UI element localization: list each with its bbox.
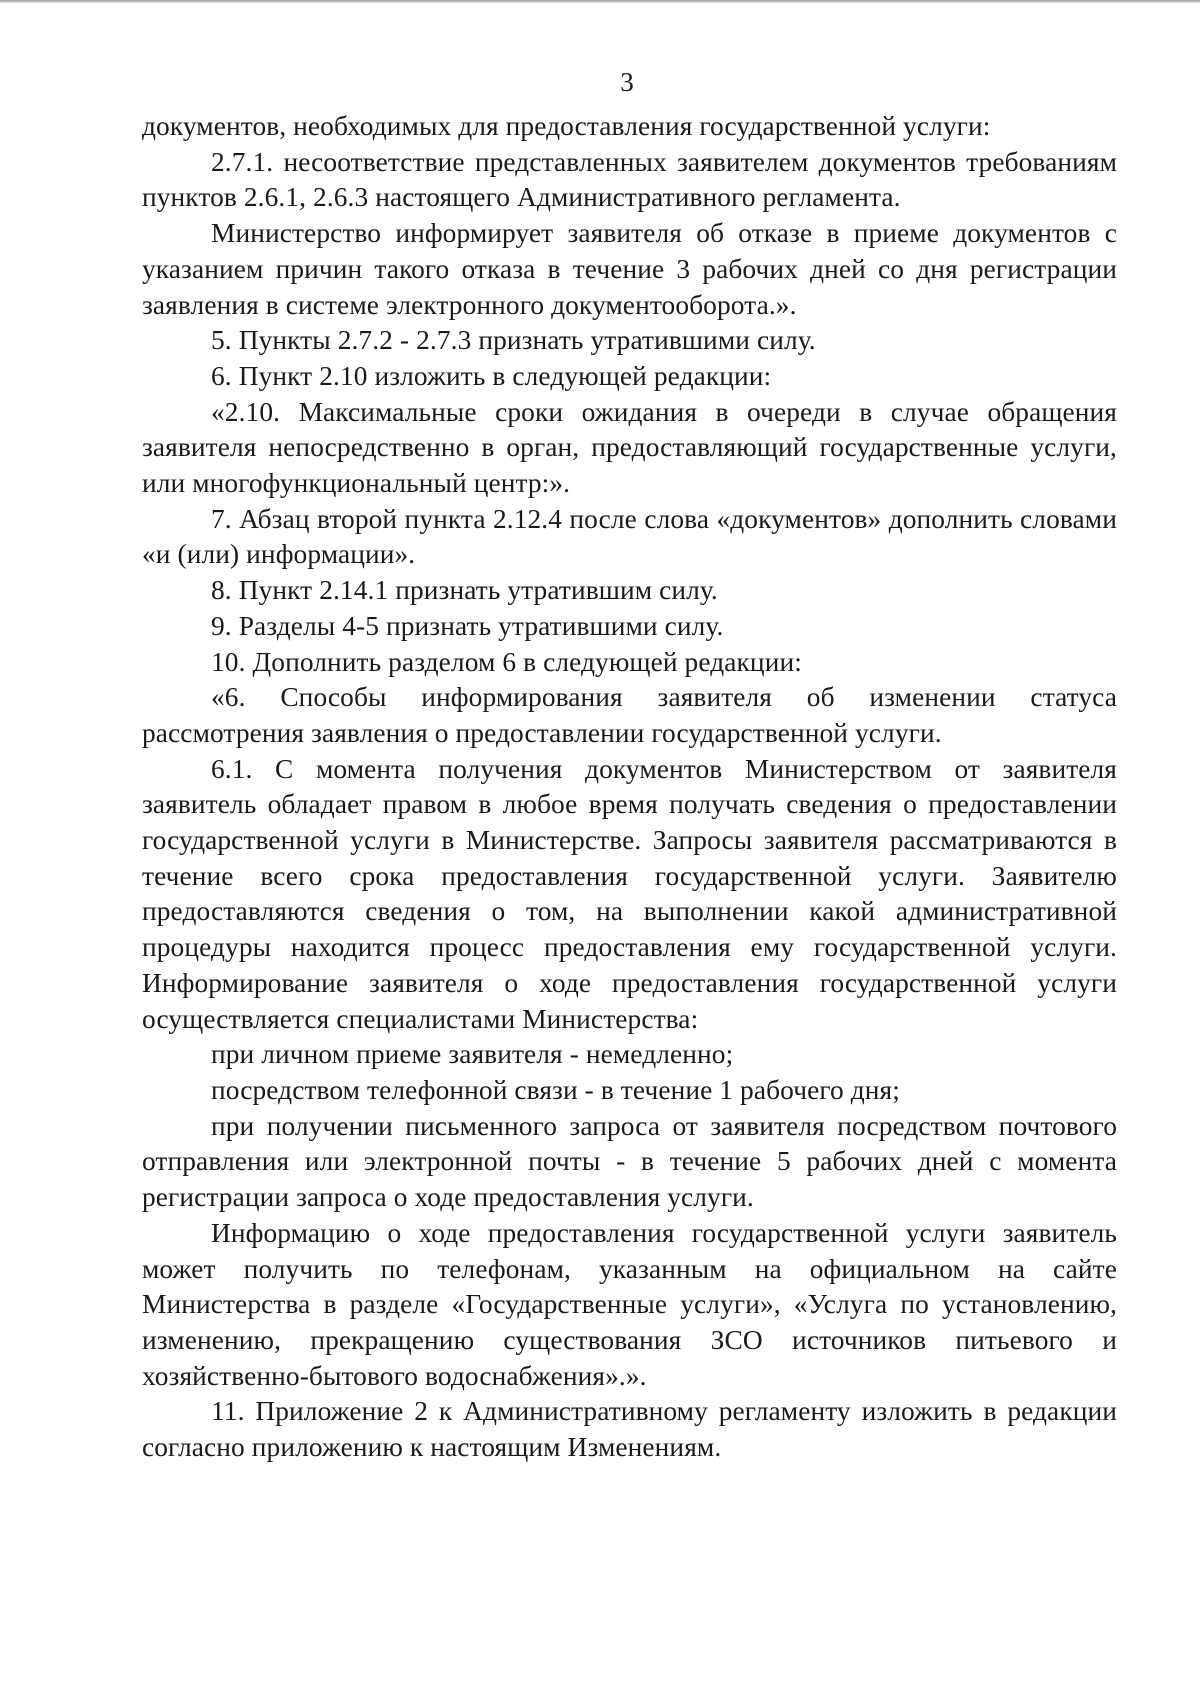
paragraph-13: при личном приеме заявителя - немедленно; <box>211 1039 734 1070</box>
paragraph-12: 6.1. С момента получения документов Министерством от заявителя заявитель обладает правом в любое время получать сведения о предоставлении государственной услуги в Министерстве. Запросы заявителя рассматриваются в течение всего срока предоставления государственной услуги. Заявителю предоставляются сведения о том, на выполнении какой административной процедуры находится процесс предоставления ему государственной услуги. Информирование заявителя о ходе предоставления государственной услуги осуществляется специалистами Министерства: <box>142 753 1117 1034</box>
paragraph-9: 9. Разделы 4-5 признать утратившими силу. <box>211 610 724 641</box>
paragraph-1: документов, необходимых для предоставления государственной услуги: <box>142 111 991 141</box>
paragraph-10: 10. Дополнить разделом 6 в следующей редакции: <box>211 646 802 677</box>
paragraph-4: 5. Пункты 2.7.2 - 2.7.3 признать утратившими силу. <box>211 325 816 356</box>
page-edge <box>0 0 1200 3</box>
document-body <box>142 109 1117 1466</box>
paragraph-8: 8. Пункт 2.14.1 признать утратившим силу. <box>211 575 718 606</box>
paragraph-11: «6. Способы информирования заявителя об изменении статуса рассмотрения заявления о предоставлении государственной услуги. <box>142 682 1117 748</box>
paragraph-15: при получении письменного запроса от заявителя посредством почтового отправления или электронной почты - в течение 5 рабочих дней с момента регистрации запроса о ходе предоставления услуги. <box>142 1110 1117 1213</box>
paragraph-16: Информацию о ходе предоставления государственной услуги заявитель может получить по телефонам, указанным на официальном на сайте Министерства в разделе «Государственные услуги», «Услуга по установлению, изменению, прекращению существования ЗСО источников питьевого и хозяйственно-бытового водоснабжения».». <box>142 1217 1117 1391</box>
paragraph-2: 2.7.1. несоответствие представленных заявителем документов требованиям пунктов 2.6.1, 2.6.3 настоящего Административного регламента. <box>142 146 1117 213</box>
paragraph-3: Министерство информирует заявителя об отказе в приеме документов с указанием причин такого отказа в течение 3 рабочих дней со дня регистрации заявления в системе электронного документооборота.». <box>142 218 1117 320</box>
page-number: 3 <box>620 67 634 97</box>
paragraph-6: «2.10. Максимальные сроки ожидания в очереди в случае обращения заявителя непосредственно в орган, предоставляющий государственные услуги, или многофункциональный центр:». <box>142 396 1117 499</box>
paragraph-17: 11. Приложение 2 к Административному регламенту изложить в редакции согласно приложению к настоящим Изменениям. <box>142 1396 1117 1463</box>
paragraph-5: 6. Пункт 2.10 изложить в следующей редакции: <box>211 360 772 391</box>
paragraph-14: посредством телефонной связи - в течение 1 рабочего дня; <box>211 1074 900 1105</box>
paragraph-7: 7. Абзац второй пункта 2.12.4 после слова «документов» дополнить словами «и (или) информации». <box>142 503 1117 570</box>
